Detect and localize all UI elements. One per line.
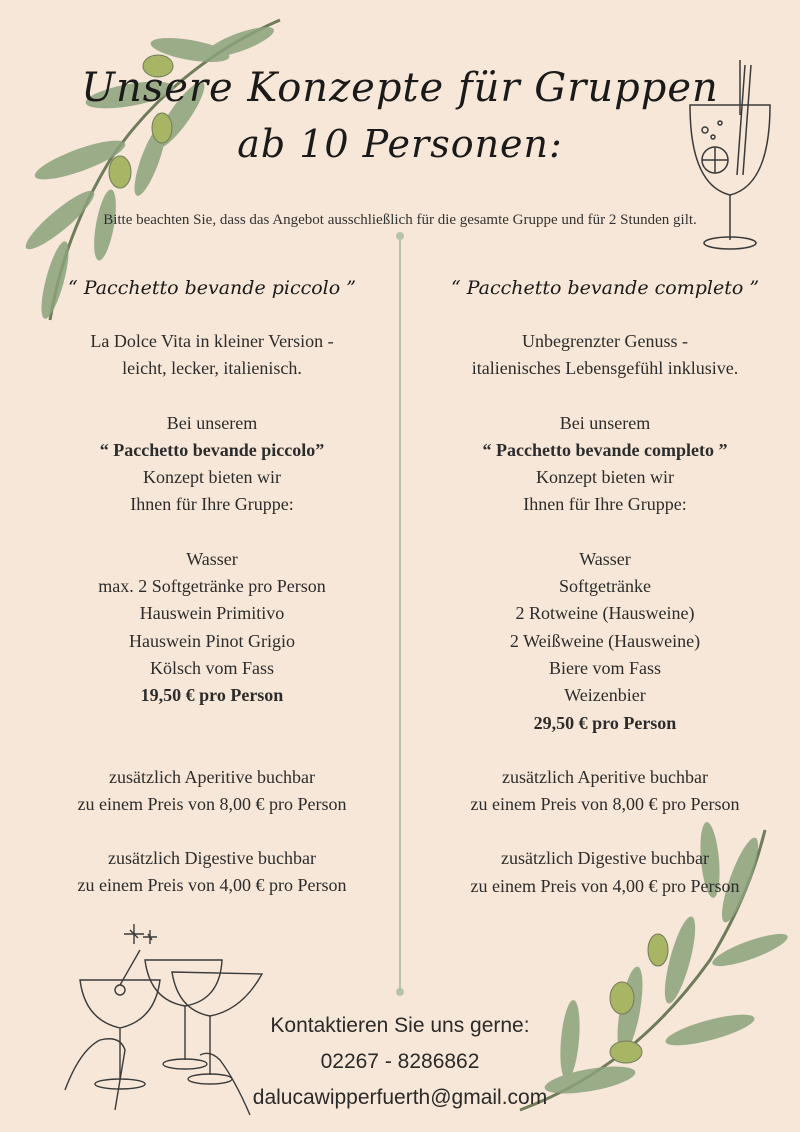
contact-email[interactable]: dalucawipperfuerth@gmail.com <box>252 1086 548 1109</box>
offer-line: Ihnen für Ihre Gruppe: <box>130 494 294 515</box>
package-completo <box>415 274 795 900</box>
contact-block <box>200 1008 600 1116</box>
digestive-line: zusätzlich Digestive buchbar <box>501 848 709 869</box>
aperitive-price: zu einem Preis von 8,00 € pro Person <box>470 794 740 815</box>
title-line-2: ab 10 Personen: <box>237 122 563 166</box>
drink-item: Kölsch vom Fass <box>149 657 274 678</box>
offer-package-name: “ Pacchetto bevande piccolo” <box>99 439 325 460</box>
drink-item: Wasser <box>579 548 631 569</box>
drink-item: 2 Weißweine (Hausweine) <box>509 630 701 651</box>
drink-item: Biere vom Fass <box>549 657 661 678</box>
intro-line: Unbegrenzter Genuss - <box>522 331 688 351</box>
digestive-price: zu einem Preis von 4,00 € pro Person <box>77 875 347 896</box>
intro-line: La Dolce Vita in kleiner Version - <box>90 331 334 351</box>
aperitive-price: zu einem Preis von 8,00 € pro Person <box>77 793 347 814</box>
offer-line: Bei unserem <box>166 412 258 433</box>
drink-item: max. 2 Softgetränke pro Person <box>98 576 326 597</box>
drink-item: Softgetränke <box>559 576 651 597</box>
drink-item: Weizenbier <box>564 685 646 706</box>
drink-item: Wasser <box>186 548 238 569</box>
package-heading: “ Pacchetto bevande completo ” <box>450 277 760 299</box>
package-piccolo <box>22 274 402 900</box>
package-heading: “ Pacchetto bevande piccolo ” <box>68 277 356 299</box>
validity-note: Bitte beachten Sie, dass das Angebot ausschließlich für die gesamte Gruppe und für 2 Stunden gilt. <box>103 212 697 228</box>
intro-line: italienisches Lebensgefühl inklusive. <box>471 358 739 379</box>
intro-line: leicht, lecker, italienisch. <box>122 358 302 379</box>
page-title <box>0 60 800 172</box>
contact-phone[interactable]: 02267 - 8286862 <box>320 1050 480 1073</box>
offer-package-name: “ Pacchetto bevande completo ” <box>482 439 728 460</box>
drink-item: Hauswein Primitivo <box>139 603 285 624</box>
offer-line: Konzept bieten wir <box>536 467 674 488</box>
aperitive-line: zusätzlich Aperitive buchbar <box>109 766 315 787</box>
drink-item: Hauswein Pinot Grigio <box>129 630 295 651</box>
digestive-price: zu einem Preis von 4,00 € pro Person <box>470 875 740 896</box>
package-price: 29,50 € pro Person <box>533 712 677 733</box>
offer-line: Konzept bieten wir <box>143 467 281 488</box>
offer-line: Bei unserem <box>559 412 651 433</box>
contact-heading: Kontaktieren Sie uns gerne: <box>270 1014 530 1037</box>
drink-item: 2 Rotweine (Hausweine) <box>515 603 695 624</box>
digestive-line: zusätzlich Digestive buchbar <box>108 848 316 869</box>
title-line-1: Unsere Konzepte für Gruppen <box>81 65 719 111</box>
aperitive-line: zusätzlich Aperitive buchbar <box>502 766 708 787</box>
package-price: 19,50 € pro Person <box>140 685 284 706</box>
offer-line: Ihnen für Ihre Gruppe: <box>523 494 687 515</box>
